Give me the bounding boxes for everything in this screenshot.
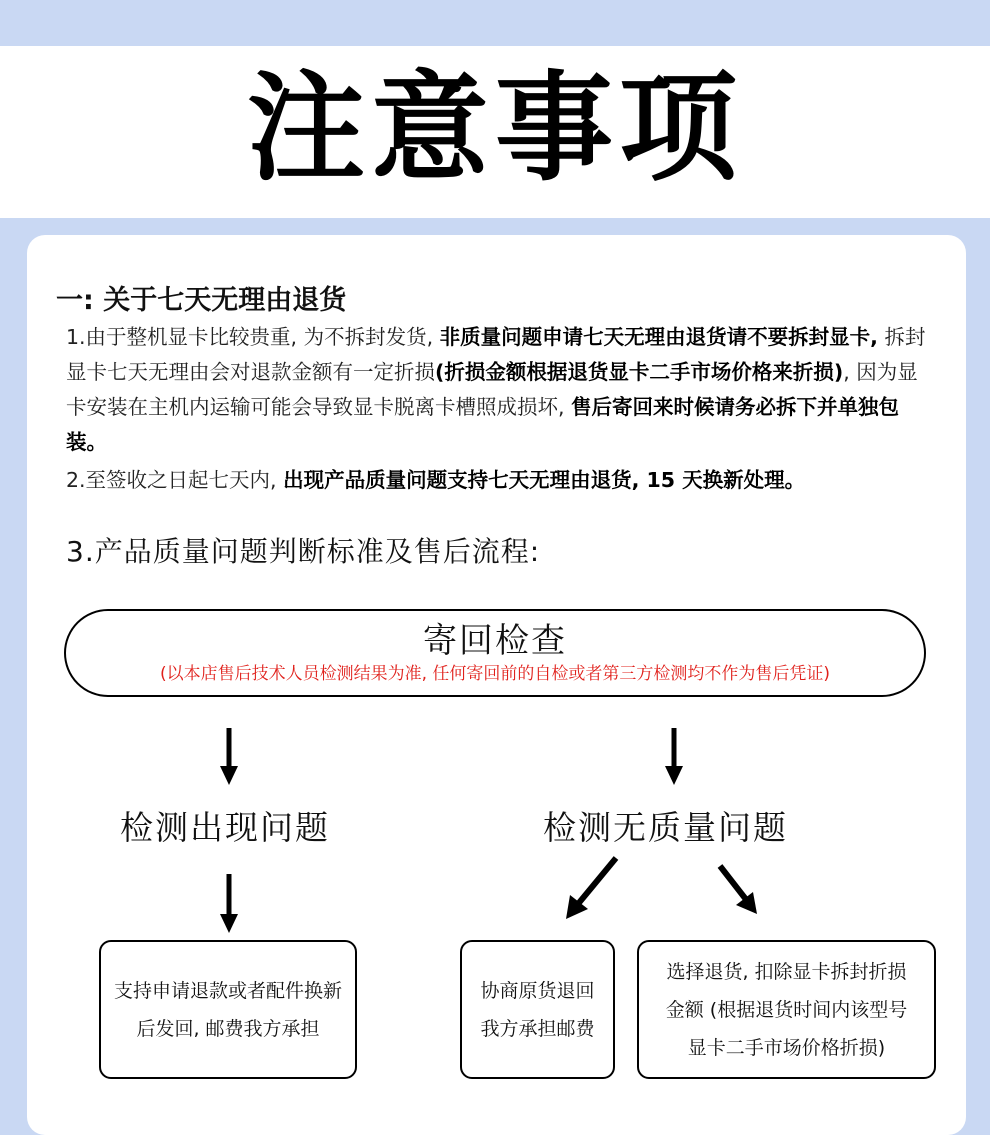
paragraph-1 xyxy=(66,320,938,460)
refund-line-1: 支持申请退款或者配件换新 xyxy=(113,979,342,1002)
return-line-2: 金额 (根据退货时间内该型号 xyxy=(665,998,908,1021)
page-title: 注意事项 xyxy=(246,59,743,197)
refund-box xyxy=(99,940,357,1079)
inspect-note: (以本店售后技术人员检测结果为准, 任何寄回前的自检或者第三方检测均不作为售后凭证) xyxy=(159,664,831,684)
section-heading: 一: 关于七天无理由退货 xyxy=(56,285,347,316)
p1-text-a: 1.由于整机显卡比较贵重, 为不拆封发货, xyxy=(66,325,440,349)
refund-line-2: 后发回, 邮费我方承担 xyxy=(136,1017,320,1040)
p1-text-e: , 因为显卡安装在主机内运输可能会导致显卡脱离卡槽照成损坏, xyxy=(66,360,918,419)
p2-text-a: 2.至签收之日起七天内, xyxy=(66,468,284,492)
p2-text-b: 出现产品质量问题支持七天无理由退货, 15 天换新处理。 xyxy=(283,468,806,492)
inspect-title: 寄回检查 xyxy=(423,621,567,661)
arrow-down-left-1-icon xyxy=(218,728,240,786)
p1-text-d: (折损金额根据退货显卡二手市场价格来折损) xyxy=(435,360,844,384)
negotiate-box xyxy=(460,940,615,1079)
no-issue-label: 检测无质量问题 xyxy=(543,808,788,847)
p1-text-f: 售后寄回来时候请务必拆下并单独包装。 xyxy=(66,395,900,454)
p1-text-b: 非质量问题申请七天无理由退货请不要拆封显卡, xyxy=(439,325,878,349)
negotiate-line-1: 协商原货退回 xyxy=(480,979,595,1002)
arrow-diagonal-right-icon xyxy=(716,862,760,916)
flow-title: 3.产品质量问题判断标准及售后流程: xyxy=(66,535,541,568)
arrow-down-right-1-icon xyxy=(663,728,685,786)
arrow-down-left-2-icon xyxy=(218,874,240,934)
paragraph-2 xyxy=(66,463,938,498)
p1-text-c: 拆封显卡七天无理由会对退款金额有一定折损 xyxy=(66,325,926,384)
return-box-text xyxy=(666,953,907,1067)
return-line-3: 显卡二手市场价格折损) xyxy=(687,1036,886,1059)
issue-found-label: 检测出现问题 xyxy=(120,808,330,847)
negotiate-line-2: 我方承担邮费 xyxy=(480,1017,595,1040)
return-box xyxy=(637,940,936,1079)
negotiate-box-text xyxy=(480,972,594,1048)
inspect-pill xyxy=(64,609,926,697)
arrow-diagonal-left-icon xyxy=(562,855,620,921)
refund-box-text xyxy=(114,972,342,1048)
return-line-1: 选择退货, 扣除显卡拆封折损 xyxy=(666,960,907,983)
